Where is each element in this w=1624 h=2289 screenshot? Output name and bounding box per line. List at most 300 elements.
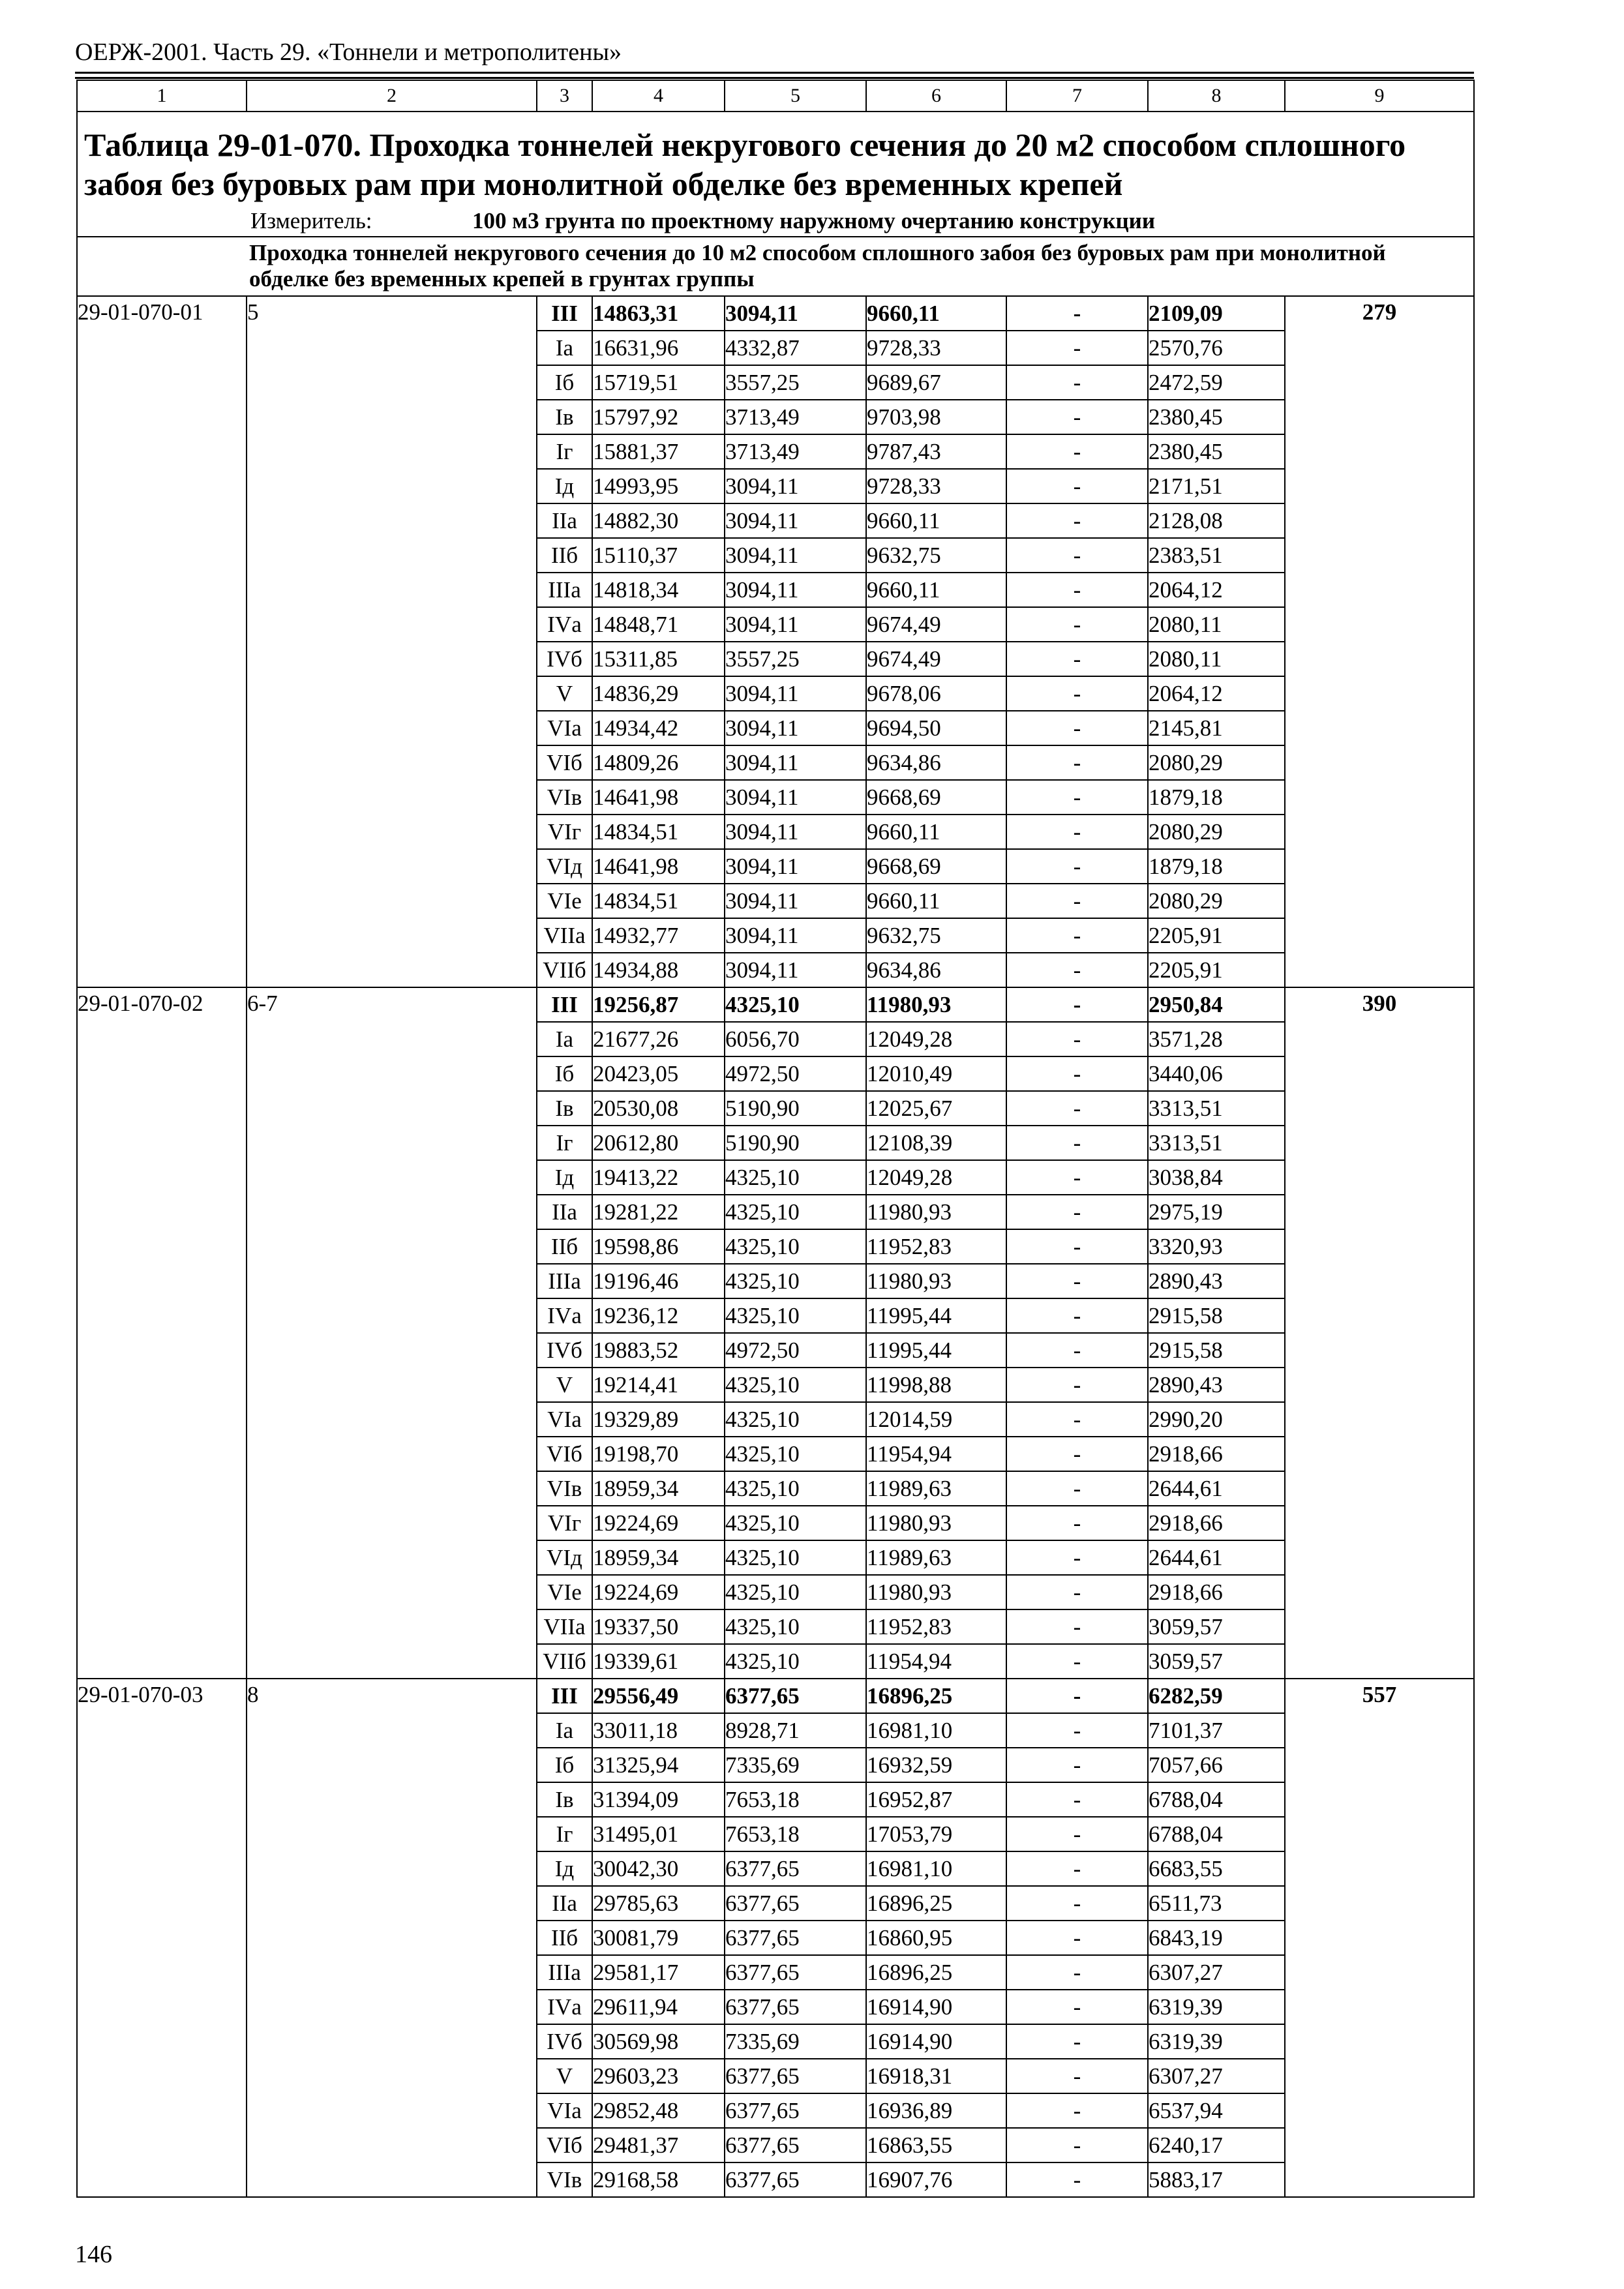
labor-cost: 7653,18 xyxy=(725,1782,866,1817)
machine-cost: 12049,28 xyxy=(866,1022,1006,1056)
material-cost: 3059,57 xyxy=(1148,1644,1285,1679)
soil-group: IVб xyxy=(537,1333,592,1368)
machine-cost: 9660,11 xyxy=(866,815,1006,849)
soil-group: VIIа xyxy=(537,918,592,953)
material-cost: 6240,17 xyxy=(1148,2128,1285,2162)
machine-cost: 9787,43 xyxy=(866,434,1006,469)
soil-group: Iг xyxy=(537,1126,592,1160)
machine-cost: 16896,25 xyxy=(866,1886,1006,1921)
total-cost: 14993,95 xyxy=(592,469,725,503)
driver-cost: - xyxy=(1006,331,1148,365)
total-cost: 18959,34 xyxy=(592,1540,725,1575)
machine-cost: 9634,86 xyxy=(866,953,1006,987)
driver-cost: - xyxy=(1006,1471,1148,1506)
labor-cost: 3094,11 xyxy=(725,296,866,331)
material-cost: 3313,51 xyxy=(1148,1091,1285,1126)
labor-cost: 4325,10 xyxy=(725,1402,866,1437)
driver-cost: - xyxy=(1006,1782,1148,1817)
labor-cost: 3094,11 xyxy=(725,607,866,642)
machine-cost: 16896,25 xyxy=(866,1679,1006,1713)
material-cost: 3038,84 xyxy=(1148,1160,1285,1195)
total-cost: 19224,69 xyxy=(592,1575,725,1609)
labor-cost: 4325,10 xyxy=(725,1471,866,1506)
column-number: 8 xyxy=(1148,80,1285,112)
soil-group: Iб xyxy=(537,1056,592,1091)
header-rule xyxy=(75,72,1474,74)
driver-cost: - xyxy=(1006,2128,1148,2162)
total-cost: 14934,88 xyxy=(592,953,725,987)
material-cost: 3059,57 xyxy=(1148,1609,1285,1644)
column-number: 1 xyxy=(77,80,247,112)
column-numbers-row xyxy=(77,80,1474,112)
material-cost: 2205,91 xyxy=(1148,918,1285,953)
soil-group: VIв xyxy=(537,780,592,815)
driver-cost: - xyxy=(1006,2093,1148,2128)
labor-cost: 3094,11 xyxy=(725,780,866,815)
total-cost: 19339,61 xyxy=(592,1644,725,1679)
soil-group: VIа xyxy=(537,2093,592,2128)
soil-group: III xyxy=(537,296,592,331)
measure-value: 100 м3 грунта по проектному наружному очертанию конструкции xyxy=(472,207,1155,233)
soil-group: Iб xyxy=(537,1748,592,1782)
total-cost: 33011,18 xyxy=(592,1713,725,1748)
machine-cost: 16896,25 xyxy=(866,1955,1006,1990)
driver-cost: - xyxy=(1006,1921,1148,1955)
soil-group: IIб xyxy=(537,1921,592,1955)
labor-cost: 3094,11 xyxy=(725,538,866,573)
driver-cost: - xyxy=(1006,745,1148,780)
machine-cost: 16932,59 xyxy=(866,1748,1006,1782)
labor-hours: 390 xyxy=(1285,987,1474,1679)
driver-cost: - xyxy=(1006,1609,1148,1644)
machine-cost: 11980,93 xyxy=(866,1195,1006,1229)
labor-cost: 5190,90 xyxy=(725,1126,866,1160)
labor-cost: 3094,11 xyxy=(725,676,866,711)
machine-cost: 9632,75 xyxy=(866,918,1006,953)
total-cost: 19198,70 xyxy=(592,1437,725,1471)
soil-group: IVб xyxy=(537,2024,592,2059)
machine-cost: 11995,44 xyxy=(866,1333,1006,1368)
column-number: 9 xyxy=(1285,80,1474,112)
labor-cost: 4325,10 xyxy=(725,1298,866,1333)
driver-cost: - xyxy=(1006,1437,1148,1471)
material-cost: 2080,29 xyxy=(1148,884,1285,918)
soil-group: III xyxy=(537,1679,592,1713)
driver-cost: - xyxy=(1006,503,1148,538)
column-number: 5 xyxy=(725,80,866,112)
driver-cost: - xyxy=(1006,400,1148,434)
material-cost: 2205,91 xyxy=(1148,953,1285,987)
material-cost: 6788,04 xyxy=(1148,1782,1285,1817)
material-cost: 2918,66 xyxy=(1148,1437,1285,1471)
machine-cost: 11995,44 xyxy=(866,1298,1006,1333)
labor-cost: 7653,18 xyxy=(725,1817,866,1851)
material-cost: 2380,45 xyxy=(1148,400,1285,434)
table-row xyxy=(77,987,1474,1022)
labor-cost: 4325,10 xyxy=(725,1540,866,1575)
labor-cost: 4325,10 xyxy=(725,1264,866,1298)
driver-cost: - xyxy=(1006,987,1148,1022)
material-cost: 2890,43 xyxy=(1148,1368,1285,1402)
labor-cost: 4325,10 xyxy=(725,1160,866,1195)
soil-group: Iд xyxy=(537,1851,592,1886)
driver-cost: - xyxy=(1006,918,1148,953)
machine-cost: 11980,93 xyxy=(866,1575,1006,1609)
driver-cost: - xyxy=(1006,1644,1148,1679)
material-cost: 6788,04 xyxy=(1148,1817,1285,1851)
total-cost: 15881,37 xyxy=(592,434,725,469)
total-cost: 29785,63 xyxy=(592,1886,725,1921)
soil-group: IVа xyxy=(537,607,592,642)
soil-group: VIб xyxy=(537,1437,592,1471)
machine-cost: 16981,10 xyxy=(866,1851,1006,1886)
total-cost: 14641,98 xyxy=(592,849,725,884)
total-cost: 20612,80 xyxy=(592,1126,725,1160)
total-cost: 20423,05 xyxy=(592,1056,725,1091)
material-cost: 2918,66 xyxy=(1148,1506,1285,1540)
machine-cost: 9632,75 xyxy=(866,538,1006,573)
total-cost: 29603,23 xyxy=(592,2059,725,2093)
driver-cost: - xyxy=(1006,1817,1148,1851)
soil-group: VIв xyxy=(537,1471,592,1506)
material-cost: 2570,76 xyxy=(1148,331,1285,365)
material-cost: 3571,28 xyxy=(1148,1022,1285,1056)
total-cost: 15311,85 xyxy=(592,642,725,676)
total-cost: 29852,48 xyxy=(592,2093,725,2128)
total-cost: 29581,17 xyxy=(592,1955,725,1990)
driver-cost: - xyxy=(1006,1713,1148,1748)
measure-row xyxy=(77,205,1474,237)
driver-cost: - xyxy=(1006,1402,1148,1437)
driver-cost: - xyxy=(1006,607,1148,642)
soil-group: V xyxy=(537,2059,592,2093)
header-rule-second xyxy=(75,77,1474,79)
labor-cost: 6377,65 xyxy=(725,2093,866,2128)
material-cost: 2064,12 xyxy=(1148,573,1285,607)
driver-cost: - xyxy=(1006,1748,1148,1782)
total-cost: 14848,71 xyxy=(592,607,725,642)
driver-cost: - xyxy=(1006,780,1148,815)
labor-cost: 3094,11 xyxy=(725,711,866,745)
soil-group: IIа xyxy=(537,1886,592,1921)
material-cost: 2918,66 xyxy=(1148,1575,1285,1609)
machine-cost: 11954,94 xyxy=(866,1437,1006,1471)
machine-cost: 12025,67 xyxy=(866,1091,1006,1126)
labor-cost: 3094,11 xyxy=(725,469,866,503)
machine-cost: 9660,11 xyxy=(866,503,1006,538)
total-cost: 14809,26 xyxy=(592,745,725,780)
labor-cost: 3713,49 xyxy=(725,434,866,469)
tunnel-group: 6-7 xyxy=(247,987,537,1679)
labor-cost: 6377,65 xyxy=(725,1921,866,1955)
machine-cost: 11998,88 xyxy=(866,1368,1006,1402)
driver-cost: - xyxy=(1006,365,1148,400)
labor-cost: 5190,90 xyxy=(725,1091,866,1126)
machine-cost: 11952,83 xyxy=(866,1229,1006,1264)
total-cost: 30081,79 xyxy=(592,1921,725,1955)
total-cost: 19413,22 xyxy=(592,1160,725,1195)
soil-group: Iв xyxy=(537,1091,592,1126)
material-cost: 6843,19 xyxy=(1148,1921,1285,1955)
labor-cost: 4325,10 xyxy=(725,1609,866,1644)
machine-cost: 9728,33 xyxy=(866,469,1006,503)
machine-cost: 9689,67 xyxy=(866,365,1006,400)
total-cost: 18959,34 xyxy=(592,1471,725,1506)
total-cost: 19337,50 xyxy=(592,1609,725,1644)
labor-cost: 4325,10 xyxy=(725,1506,866,1540)
column-number: 6 xyxy=(866,80,1006,112)
driver-cost: - xyxy=(1006,1955,1148,1990)
material-cost: 6307,27 xyxy=(1148,1955,1285,1990)
machine-cost: 12049,28 xyxy=(866,1160,1006,1195)
soil-group: Iа xyxy=(537,1022,592,1056)
total-cost: 14834,51 xyxy=(592,884,725,918)
driver-cost: - xyxy=(1006,538,1148,573)
machine-cost: 16914,90 xyxy=(866,1990,1006,2024)
machine-cost: 11989,63 xyxy=(866,1471,1006,1506)
driver-cost: - xyxy=(1006,711,1148,745)
driver-cost: - xyxy=(1006,1368,1148,1402)
labor-cost: 3094,11 xyxy=(725,918,866,953)
machine-cost: 11980,93 xyxy=(866,1264,1006,1298)
labor-cost: 7335,69 xyxy=(725,1748,866,1782)
machine-cost: 16863,55 xyxy=(866,2128,1006,2162)
column-number: 7 xyxy=(1006,80,1148,112)
total-cost: 19598,86 xyxy=(592,1229,725,1264)
driver-cost: - xyxy=(1006,2024,1148,2059)
material-cost: 2080,11 xyxy=(1148,642,1285,676)
total-cost: 14863,31 xyxy=(592,296,725,331)
material-cost: 2890,43 xyxy=(1148,1264,1285,1298)
total-cost: 31325,94 xyxy=(592,1748,725,1782)
labor-cost: 4972,50 xyxy=(725,1333,866,1368)
table-title: Таблица 29-01-070. Проходка тоннелей некругового сечения до 20 м2 способом сплошного забоя без буровых рам при монолитной обделке без временных крепей xyxy=(77,112,1474,205)
driver-cost: - xyxy=(1006,1229,1148,1264)
material-cost: 2109,09 xyxy=(1148,296,1285,331)
driver-cost: - xyxy=(1006,1126,1148,1160)
machine-cost: 12108,39 xyxy=(866,1126,1006,1160)
soil-group: IVа xyxy=(537,1298,592,1333)
labor-cost: 6377,65 xyxy=(725,1851,866,1886)
total-cost: 14818,34 xyxy=(592,573,725,607)
machine-cost: 9660,11 xyxy=(866,296,1006,331)
machine-cost: 9660,11 xyxy=(866,884,1006,918)
driver-cost: - xyxy=(1006,1091,1148,1126)
rate-code: 29-01-070-01 xyxy=(77,296,247,987)
machine-cost: 11954,94 xyxy=(866,1644,1006,1679)
machine-cost: 9694,50 xyxy=(866,711,1006,745)
total-cost: 19224,69 xyxy=(592,1506,725,1540)
labor-cost: 3094,11 xyxy=(725,815,866,849)
soil-group: VIд xyxy=(537,849,592,884)
driver-cost: - xyxy=(1006,953,1148,987)
material-cost: 6537,94 xyxy=(1148,2093,1285,2128)
soil-group: III xyxy=(537,987,592,1022)
driver-cost: - xyxy=(1006,1195,1148,1229)
material-cost: 2080,29 xyxy=(1148,745,1285,780)
material-cost: 3320,93 xyxy=(1148,1229,1285,1264)
labor-cost: 4325,10 xyxy=(725,1437,866,1471)
machine-cost: 9668,69 xyxy=(866,849,1006,884)
labor-cost: 6377,65 xyxy=(725,1955,866,1990)
total-cost: 29556,49 xyxy=(592,1679,725,1713)
labor-cost: 4325,10 xyxy=(725,1368,866,1402)
total-cost: 19196,46 xyxy=(592,1264,725,1298)
labor-cost: 8928,71 xyxy=(725,1713,866,1748)
labor-cost: 3094,11 xyxy=(725,745,866,780)
rates-table xyxy=(76,80,1475,2198)
total-cost: 21677,26 xyxy=(592,1022,725,1056)
material-cost: 3440,06 xyxy=(1148,1056,1285,1091)
soil-group: V xyxy=(537,676,592,711)
material-cost: 6319,39 xyxy=(1148,2024,1285,2059)
soil-group: IIа xyxy=(537,503,592,538)
machine-cost: 9674,49 xyxy=(866,642,1006,676)
labor-cost: 4325,10 xyxy=(725,1195,866,1229)
total-cost: 29481,37 xyxy=(592,2128,725,2162)
labor-cost: 4325,10 xyxy=(725,1229,866,1264)
soil-group: VIв xyxy=(537,2162,592,2197)
soil-group: Iа xyxy=(537,1713,592,1748)
labor-cost: 3557,25 xyxy=(725,642,866,676)
machine-cost: 16936,89 xyxy=(866,2093,1006,2128)
labor-cost: 4325,10 xyxy=(725,987,866,1022)
soil-group: VIг xyxy=(537,815,592,849)
driver-cost: - xyxy=(1006,1886,1148,1921)
total-cost: 15797,92 xyxy=(592,400,725,434)
total-cost: 14932,77 xyxy=(592,918,725,953)
material-cost: 6683,55 xyxy=(1148,1851,1285,1886)
soil-group: IVб xyxy=(537,642,592,676)
soil-group: IVа xyxy=(537,1990,592,2024)
material-cost: 2950,84 xyxy=(1148,987,1285,1022)
material-cost: 6282,59 xyxy=(1148,1679,1285,1713)
material-cost: 2644,61 xyxy=(1148,1471,1285,1506)
soil-group: Iд xyxy=(537,1160,592,1195)
driver-cost: - xyxy=(1006,1333,1148,1368)
labor-cost: 6377,65 xyxy=(725,1679,866,1713)
material-cost: 3313,51 xyxy=(1148,1126,1285,1160)
driver-cost: - xyxy=(1006,2162,1148,2197)
soil-group: VIг xyxy=(537,1506,592,1540)
material-cost: 6511,73 xyxy=(1148,1886,1285,1921)
material-cost: 2915,58 xyxy=(1148,1333,1285,1368)
machine-cost: 12014,59 xyxy=(866,1402,1006,1437)
machine-cost: 16981,10 xyxy=(866,1713,1006,1748)
total-cost: 15110,37 xyxy=(592,538,725,573)
labor-cost: 3094,11 xyxy=(725,884,866,918)
material-cost: 2975,19 xyxy=(1148,1195,1285,1229)
labor-cost: 4332,87 xyxy=(725,331,866,365)
tunnel-group: 5 xyxy=(247,296,537,987)
driver-cost: - xyxy=(1006,469,1148,503)
rate-code: 29-01-070-03 xyxy=(77,1679,247,2197)
soil-group: VIIб xyxy=(537,1644,592,1679)
material-cost: 6307,27 xyxy=(1148,2059,1285,2093)
measure-label: Измеритель: xyxy=(250,207,372,233)
soil-group: VIIа xyxy=(537,1609,592,1644)
machine-cost: 16914,90 xyxy=(866,2024,1006,2059)
total-cost: 14641,98 xyxy=(592,780,725,815)
material-cost: 1879,18 xyxy=(1148,849,1285,884)
soil-group: IIб xyxy=(537,1229,592,1264)
soil-group: Iг xyxy=(537,1817,592,1851)
material-cost: 2644,61 xyxy=(1148,1540,1285,1575)
soil-group: Iд xyxy=(537,469,592,503)
labor-hours: 557 xyxy=(1285,1679,1474,2197)
labor-cost: 6377,65 xyxy=(725,2128,866,2162)
machine-cost: 17053,79 xyxy=(866,1817,1006,1851)
total-cost: 16631,96 xyxy=(592,331,725,365)
total-cost: 15719,51 xyxy=(592,365,725,400)
soil-group: IIIа xyxy=(537,1955,592,1990)
soil-group: Iв xyxy=(537,1782,592,1817)
table-title-row xyxy=(77,112,1474,205)
material-cost: 2128,08 xyxy=(1148,503,1285,538)
machine-cost: 16918,31 xyxy=(866,2059,1006,2093)
soil-group: VIд xyxy=(537,1540,592,1575)
column-number: 2 xyxy=(247,80,537,112)
soil-group: VIIб xyxy=(537,953,592,987)
labor-cost: 4325,10 xyxy=(725,1575,866,1609)
machine-cost: 16907,76 xyxy=(866,2162,1006,2197)
driver-cost: - xyxy=(1006,676,1148,711)
driver-cost: - xyxy=(1006,1990,1148,2024)
column-number: 4 xyxy=(592,80,725,112)
material-cost: 7057,66 xyxy=(1148,1748,1285,1782)
total-cost: 19329,89 xyxy=(592,1402,725,1437)
soil-group: VIб xyxy=(537,745,592,780)
total-cost: 20530,08 xyxy=(592,1091,725,1126)
machine-cost: 9634,86 xyxy=(866,745,1006,780)
soil-group: VIе xyxy=(537,884,592,918)
material-cost: 1879,18 xyxy=(1148,780,1285,815)
material-cost: 2990,20 xyxy=(1148,1402,1285,1437)
soil-group: Iб xyxy=(537,365,592,400)
material-cost: 2472,59 xyxy=(1148,365,1285,400)
machine-cost: 9728,33 xyxy=(866,331,1006,365)
driver-cost: - xyxy=(1006,2059,1148,2093)
material-cost: 5883,17 xyxy=(1148,2162,1285,2197)
table-row xyxy=(77,296,1474,331)
soil-group: IIIа xyxy=(537,1264,592,1298)
total-cost: 14836,29 xyxy=(592,676,725,711)
labor-cost: 6056,70 xyxy=(725,1022,866,1056)
driver-cost: - xyxy=(1006,1160,1148,1195)
machine-cost: 9674,49 xyxy=(866,607,1006,642)
material-cost: 2064,12 xyxy=(1148,676,1285,711)
labor-cost: 4972,50 xyxy=(725,1056,866,1091)
labor-cost: 6377,65 xyxy=(725,2059,866,2093)
labor-hours: 279 xyxy=(1285,296,1474,987)
soil-group: V xyxy=(537,1368,592,1402)
driver-cost: - xyxy=(1006,1022,1148,1056)
tunnel-group: 8 xyxy=(247,1679,537,2197)
material-cost: 2080,11 xyxy=(1148,607,1285,642)
machine-cost: 11980,93 xyxy=(866,1506,1006,1540)
material-cost: 6319,39 xyxy=(1148,1990,1285,2024)
measure-cell xyxy=(77,205,1474,237)
labor-cost: 3094,11 xyxy=(725,849,866,884)
machine-cost: 9678,06 xyxy=(866,676,1006,711)
total-cost: 31394,09 xyxy=(592,1782,725,1817)
subtitle-row xyxy=(77,237,1474,296)
driver-cost: - xyxy=(1006,573,1148,607)
machine-cost: 16860,95 xyxy=(866,1921,1006,1955)
total-cost: 14882,30 xyxy=(592,503,725,538)
subtitle: Проходка тоннелей некругового сечения до 10 м2 способом сплошного забоя без буровых рам при монолитной обделке без временных крепей в грунтах группы xyxy=(77,237,1474,296)
rate-code: 29-01-070-02 xyxy=(77,987,247,1679)
